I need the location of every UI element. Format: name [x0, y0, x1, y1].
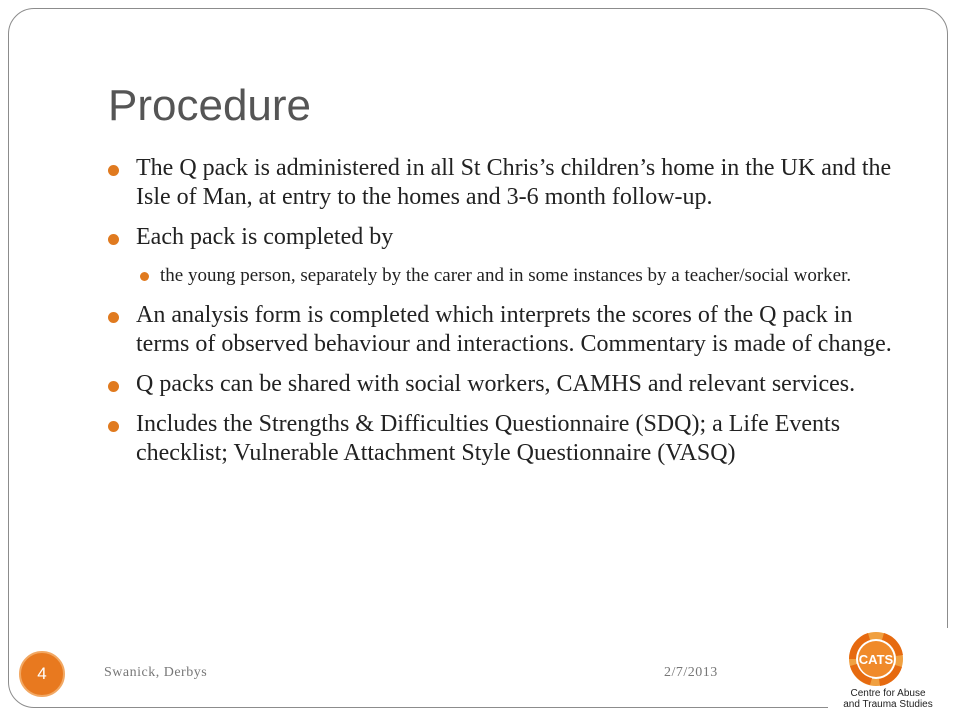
page-number-badge: 4 — [19, 651, 65, 697]
footer-date: 2/7/2013 — [664, 665, 718, 680]
logo-caption-line1: Centre for Abuse — [850, 688, 926, 699]
bullet-item: An analysis form is completed which interprets the scores of the Q pack in terms of observed behaviour and interactions. Commentary is made of change. — [106, 301, 896, 359]
cats-logo-icon — [828, 628, 948, 690]
bullet-list — [106, 154, 896, 479]
logo-caption — [828, 688, 948, 710]
logo-acronym: CATS — [858, 652, 894, 667]
bullet-item: The Q pack is administered in all St Chris’s children’s home in the UK and the Isle of Man, at entry to the homes and 3-6 month follow-up. — [106, 154, 896, 212]
bullet-item: Includes the Strengths & Difficulties Questionnaire (SDQ); a Life Events checklist; Vulnerable Attachment Style Questionnaire (VASQ) — [106, 410, 896, 468]
cats-logo — [828, 628, 948, 714]
logo-caption-line2: and Trauma Studies — [843, 699, 933, 710]
sub-bullet-item: the young person, separately by the carer and in some instances by a teacher/social worker. — [138, 263, 896, 289]
bullet-item: Each pack is completed by — [106, 223, 896, 252]
footer-location: Swanick, Derbys — [104, 665, 208, 680]
slide-title: Procedure — [108, 81, 312, 130]
bullet-item: Q packs can be shared with social workers, CAMHS and relevant services. — [106, 370, 896, 399]
